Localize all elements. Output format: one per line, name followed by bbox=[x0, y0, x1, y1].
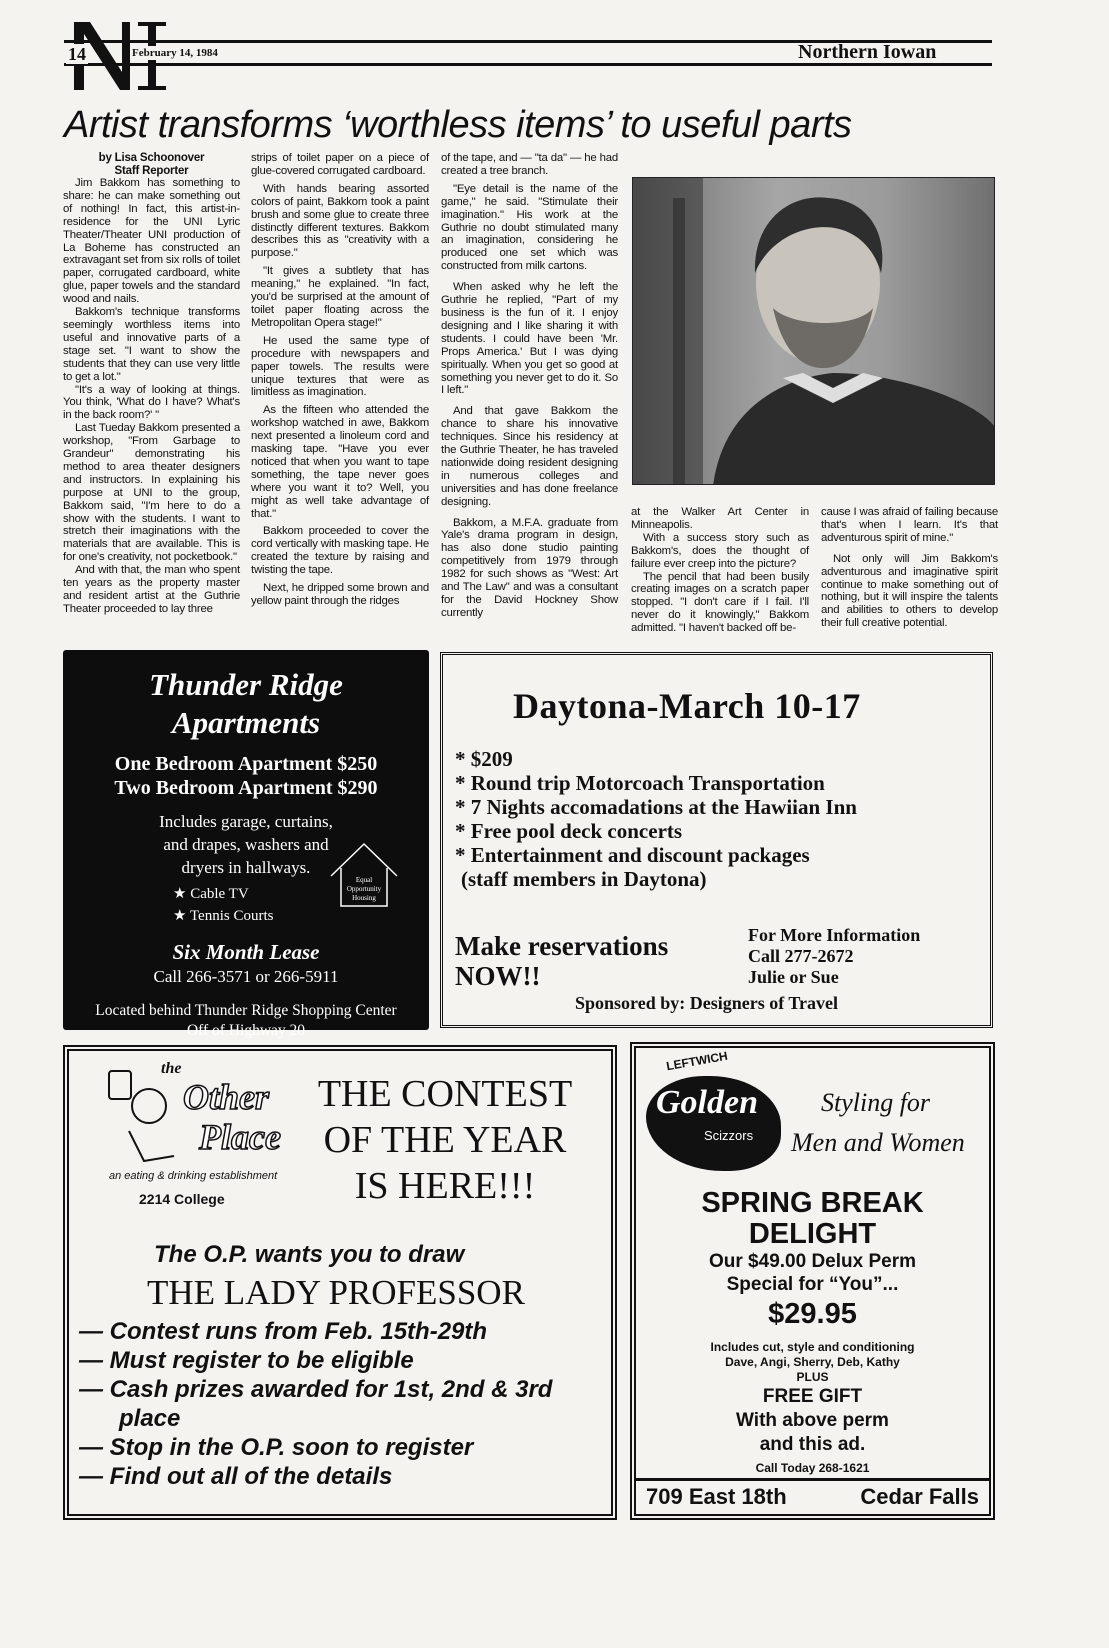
brand-name: Golden bbox=[656, 1084, 758, 1121]
paragraph: Last Tueday Bakkom presented a workshop, "From Garbage to Grandeur" demonstrating his method to area theater designers and instructors. In explaining his purpose at UNI to the group, Bakkom said, "I'm here to do a show with the students. I want to stretch their imaginations with the materials that are available. This is for one's creativity, not pocketbook." bbox=[63, 422, 240, 564]
ad-title: Apartments bbox=[171, 705, 321, 740]
article-column-2 bbox=[251, 152, 429, 613]
logo-place: Place bbox=[199, 1117, 281, 1157]
article-column-4 bbox=[631, 506, 809, 635]
tagline: an eating & drinking establishment bbox=[109, 1170, 278, 1182]
article-column-5 bbox=[821, 506, 998, 635]
phone: Call Today 268-1621 bbox=[755, 1461, 870, 1475]
paragraph: "It's a way of looking at things. You think, 'What do I have? What's in the back room?' " bbox=[63, 383, 240, 422]
feature-item: * Free pool deck concerts bbox=[455, 819, 683, 843]
paragraph: Bakkom's technique transforms seemingly worthless items into useful and innovative parts of a stage set. "I want to show the students that they can use very little to get a lot." bbox=[63, 306, 240, 383]
paragraph: cause I was afraid of failing because that's when I learn. It's that adventurous spirit of mine." bbox=[821, 506, 998, 544]
gift-condition: With above perm bbox=[736, 1410, 889, 1431]
article-headline: Artist transforms ‘worthless items’ to useful parts bbox=[64, 104, 852, 146]
street-address: 709 East 18th bbox=[646, 1484, 787, 1509]
detail-item: — Must register to be eligible bbox=[79, 1347, 414, 1374]
contest-headline: THE CONTEST OF THE YEAR IS HERE!!! bbox=[317, 1073, 573, 1207]
plus: PLUS bbox=[796, 1370, 829, 1384]
gift-condition: and this ad. bbox=[759, 1434, 866, 1455]
detail-item: — Find out all of the details bbox=[79, 1463, 393, 1490]
paragraph: As the fifteen who attended the workshop watched in awe, Bakkom next presented a linoleum cord and masking tape. "Have you ever noticed that when you want to tape something, the tape never goes where you want it to? Well, you might as well take advantage of that." bbox=[251, 404, 429, 520]
other-place-logo bbox=[99, 1061, 279, 1171]
brand-sub: Scizzors bbox=[704, 1128, 754, 1143]
paragraph: The pencil that had been busily creating images on a scratch paper stopped. "I don't care if I fail. I'll never do it knowingly," Bakkom admitted. "I haven't backed off be- bbox=[631, 570, 809, 635]
byline-author: by Lisa Schoonover bbox=[98, 152, 205, 164]
detail-item: — Contest runs from Feb. 15th-29th bbox=[79, 1318, 488, 1345]
portrait-illustration bbox=[633, 178, 995, 485]
offer-headline: SPRING BREAK bbox=[701, 1187, 924, 1219]
includes-line: Includes garage, curtains, bbox=[159, 812, 333, 831]
detail-item: — Stop in the O.P. soon to register bbox=[79, 1434, 474, 1461]
daytona-ad bbox=[440, 652, 993, 1028]
feature-item: * 7 Nights accomadations at the Hawiian Inn bbox=[455, 795, 857, 819]
feature-item: * $209 bbox=[455, 747, 513, 771]
artist-photo bbox=[632, 177, 995, 485]
paragraph: With a success story such as Bakkom's, does the thought of failure ever creep into the picture? bbox=[631, 531, 809, 570]
address-bar bbox=[636, 1478, 989, 1514]
contact-info: For More Information Call 277-2672 Julie or Sue bbox=[748, 925, 921, 987]
paragraph: Not only will Jim Bakkom's adventurous and imaginative spirit continue to make something out of nothing, but it will inspire the talents and abilities to others to develop their full creative potential. bbox=[821, 552, 998, 630]
includes: Includes cut, style and conditioning bbox=[710, 1340, 915, 1354]
paper-name: Northern Iowan bbox=[798, 41, 937, 63]
article-column-3 bbox=[441, 152, 618, 625]
ad-title: Thunder Ridge bbox=[149, 667, 343, 702]
detail-item: — Cash prizes awarded for 1st, 2nd & 3rd place bbox=[79, 1376, 553, 1432]
brand-top: LEFTWICH bbox=[665, 1048, 729, 1074]
city: Cedar Falls bbox=[860, 1484, 979, 1509]
styling-line: Men and Women bbox=[791, 1128, 965, 1157]
location: Located behind Thunder Ridge Shopping Center bbox=[95, 1002, 397, 1019]
includes-line: and drapes, washers and bbox=[163, 835, 329, 854]
styling-line: Styling for bbox=[821, 1088, 931, 1117]
paragraph: strips of toilet paper on a piece of glue-covered corrugated cardboard. bbox=[251, 152, 429, 177]
offer-headline: DELIGHT bbox=[748, 1218, 877, 1250]
equal-housing-text: Equal Opportunity Housing bbox=[346, 876, 382, 902]
golden-scizzors-ad bbox=[630, 1042, 995, 1520]
bullet-text: Tennis Courts bbox=[189, 908, 274, 924]
cartoon-mascot-icon bbox=[99, 1060, 182, 1171]
price-one-bedroom: One Bedroom Apartment $250 bbox=[114, 753, 378, 775]
includes-line: dryers in hallways. bbox=[181, 858, 311, 877]
paragraph: With hands bearing assorted colors of paint, Bakkom took a paint brush and some glue to create three distinctly different textures. Bakkom describes this as "creativity with a purpose." bbox=[251, 182, 429, 260]
ad-title: Daytona-March 10-17 bbox=[513, 686, 861, 726]
logo-the: the bbox=[161, 1060, 182, 1077]
page-number: 14 bbox=[68, 44, 86, 64]
location: Off of Highway 20 bbox=[186, 1022, 306, 1039]
masthead-rule-bottom bbox=[64, 63, 992, 66]
byline-role: Staff Reporter bbox=[114, 164, 189, 177]
paragraph: He used the same type of procedure with newspapers and paper towels. The results were unique textures that were as limitless as imagination. bbox=[251, 334, 429, 399]
lease-term: Six Month Lease bbox=[172, 940, 320, 964]
equal-housing-logo bbox=[329, 840, 399, 910]
offer-text: Special for “You”... bbox=[726, 1274, 899, 1295]
paragraph: Bakkom proceeded to cover the cord vertically with masking tape. He created the texture by raising and twisting the tape. bbox=[251, 525, 429, 577]
issue-date: February 14, 1984 bbox=[132, 47, 218, 59]
star-icon: ★ bbox=[173, 908, 190, 924]
feature-item: * Round trip Motorcoach Transportation bbox=[455, 771, 825, 795]
phone-numbers: Call 266-3571 or 266-5911 bbox=[153, 967, 339, 986]
reserve-now: NOW!! bbox=[455, 961, 541, 991]
thunder-ridge-ad bbox=[63, 650, 429, 1039]
paragraph: And with that, the man who spent ten years as the property master and resident artist at the Guthrie Theater proceeded to lay three bbox=[63, 564, 240, 615]
paragraph: When asked why he left the Guthrie he replied, "Part of my business is the fun of it. I enjoy designing and I like sharing it with students. I could have been 'Mr. Props America.' But I was dying spiritually. When you get so good at something you never get to do it. So I left." bbox=[441, 281, 618, 397]
logo-other: Other bbox=[183, 1077, 270, 1117]
feature-item: * Entertainment and discount packages bbox=[455, 843, 810, 867]
address: 2214 College bbox=[139, 1191, 225, 1207]
contest-details bbox=[79, 1317, 609, 1491]
paragraph: And that gave Bakkom the chance to share his innovative techniques. Since his residency at the Guthrie Theater, he has traveled nationwide doing resident designing in numerous colleges and universities and has done freelance designing. bbox=[441, 405, 618, 508]
free-gift: FREE GIFT bbox=[762, 1386, 863, 1407]
paragraph: of the tape, and — "ta da" — he had created a tree branch. bbox=[441, 152, 618, 177]
paragraph: Bakkom, a M.F.A. graduate from Yale's drama program in design, has also done studio painting competitively from 1979 through 1982 for such shows as "West: Art and The Law" and was a consultant for the David Hockney Show currently bbox=[441, 516, 618, 619]
contest-subject: THE LADY PROFESSOR bbox=[147, 1273, 525, 1312]
star-icon: ★ bbox=[173, 886, 191, 902]
sponsor: Sponsored by: Designers of Travel bbox=[575, 993, 839, 1013]
bullet-text: Cable TV bbox=[190, 886, 249, 902]
other-place-ad bbox=[63, 1045, 617, 1520]
stylists: Dave, Angi, Sherry, Deb, Kathy bbox=[725, 1355, 900, 1369]
paragraph: Jim Bakkom has something to share: he can make something out of nothing! In fact, this artist-in-residence for the UNI Lyric Theater/Theater UNI production of La Boheme has constructed an extravagant set from six rolls of toilet paper, corrugated cardboard, white glue, paper towels and the standard wood and nails. bbox=[63, 177, 240, 306]
paragraph: "It gives a subtlety that has meaning," he explained. "In fact, you'd be surprised at the amount of toilet paper floating across the Metropolitan Opera stage!" bbox=[251, 265, 429, 329]
article-column-1 bbox=[63, 152, 240, 616]
offer-text: Our $49.00 Delux Perm bbox=[709, 1251, 916, 1272]
staff-note: (staff members in Daytona) bbox=[461, 867, 707, 891]
offer-block bbox=[636, 1188, 989, 1476]
reserve-callout bbox=[455, 931, 668, 991]
offer-price: $29.95 bbox=[768, 1298, 857, 1330]
paragraph: Next, he dripped some brown and yellow paint through the ridges bbox=[251, 582, 429, 607]
paragraph: "Eye detail is the name of the game," he said. "Stimulate their imagination." His work at the Guthrie no doubt stimulated many an imagination, considering he produced one set which was constructed from milk cartons. bbox=[441, 182, 618, 273]
reserve-text: Make reservations bbox=[455, 931, 669, 961]
draw-line: The O.P. wants you to draw bbox=[154, 1241, 465, 1268]
price-two-bedroom: Two Bedroom Apartment $290 bbox=[114, 777, 378, 799]
paragraph: at the Walker Art Center in Minneapolis. bbox=[631, 506, 809, 531]
trip-features bbox=[455, 747, 857, 891]
brand-logo bbox=[646, 1076, 781, 1171]
